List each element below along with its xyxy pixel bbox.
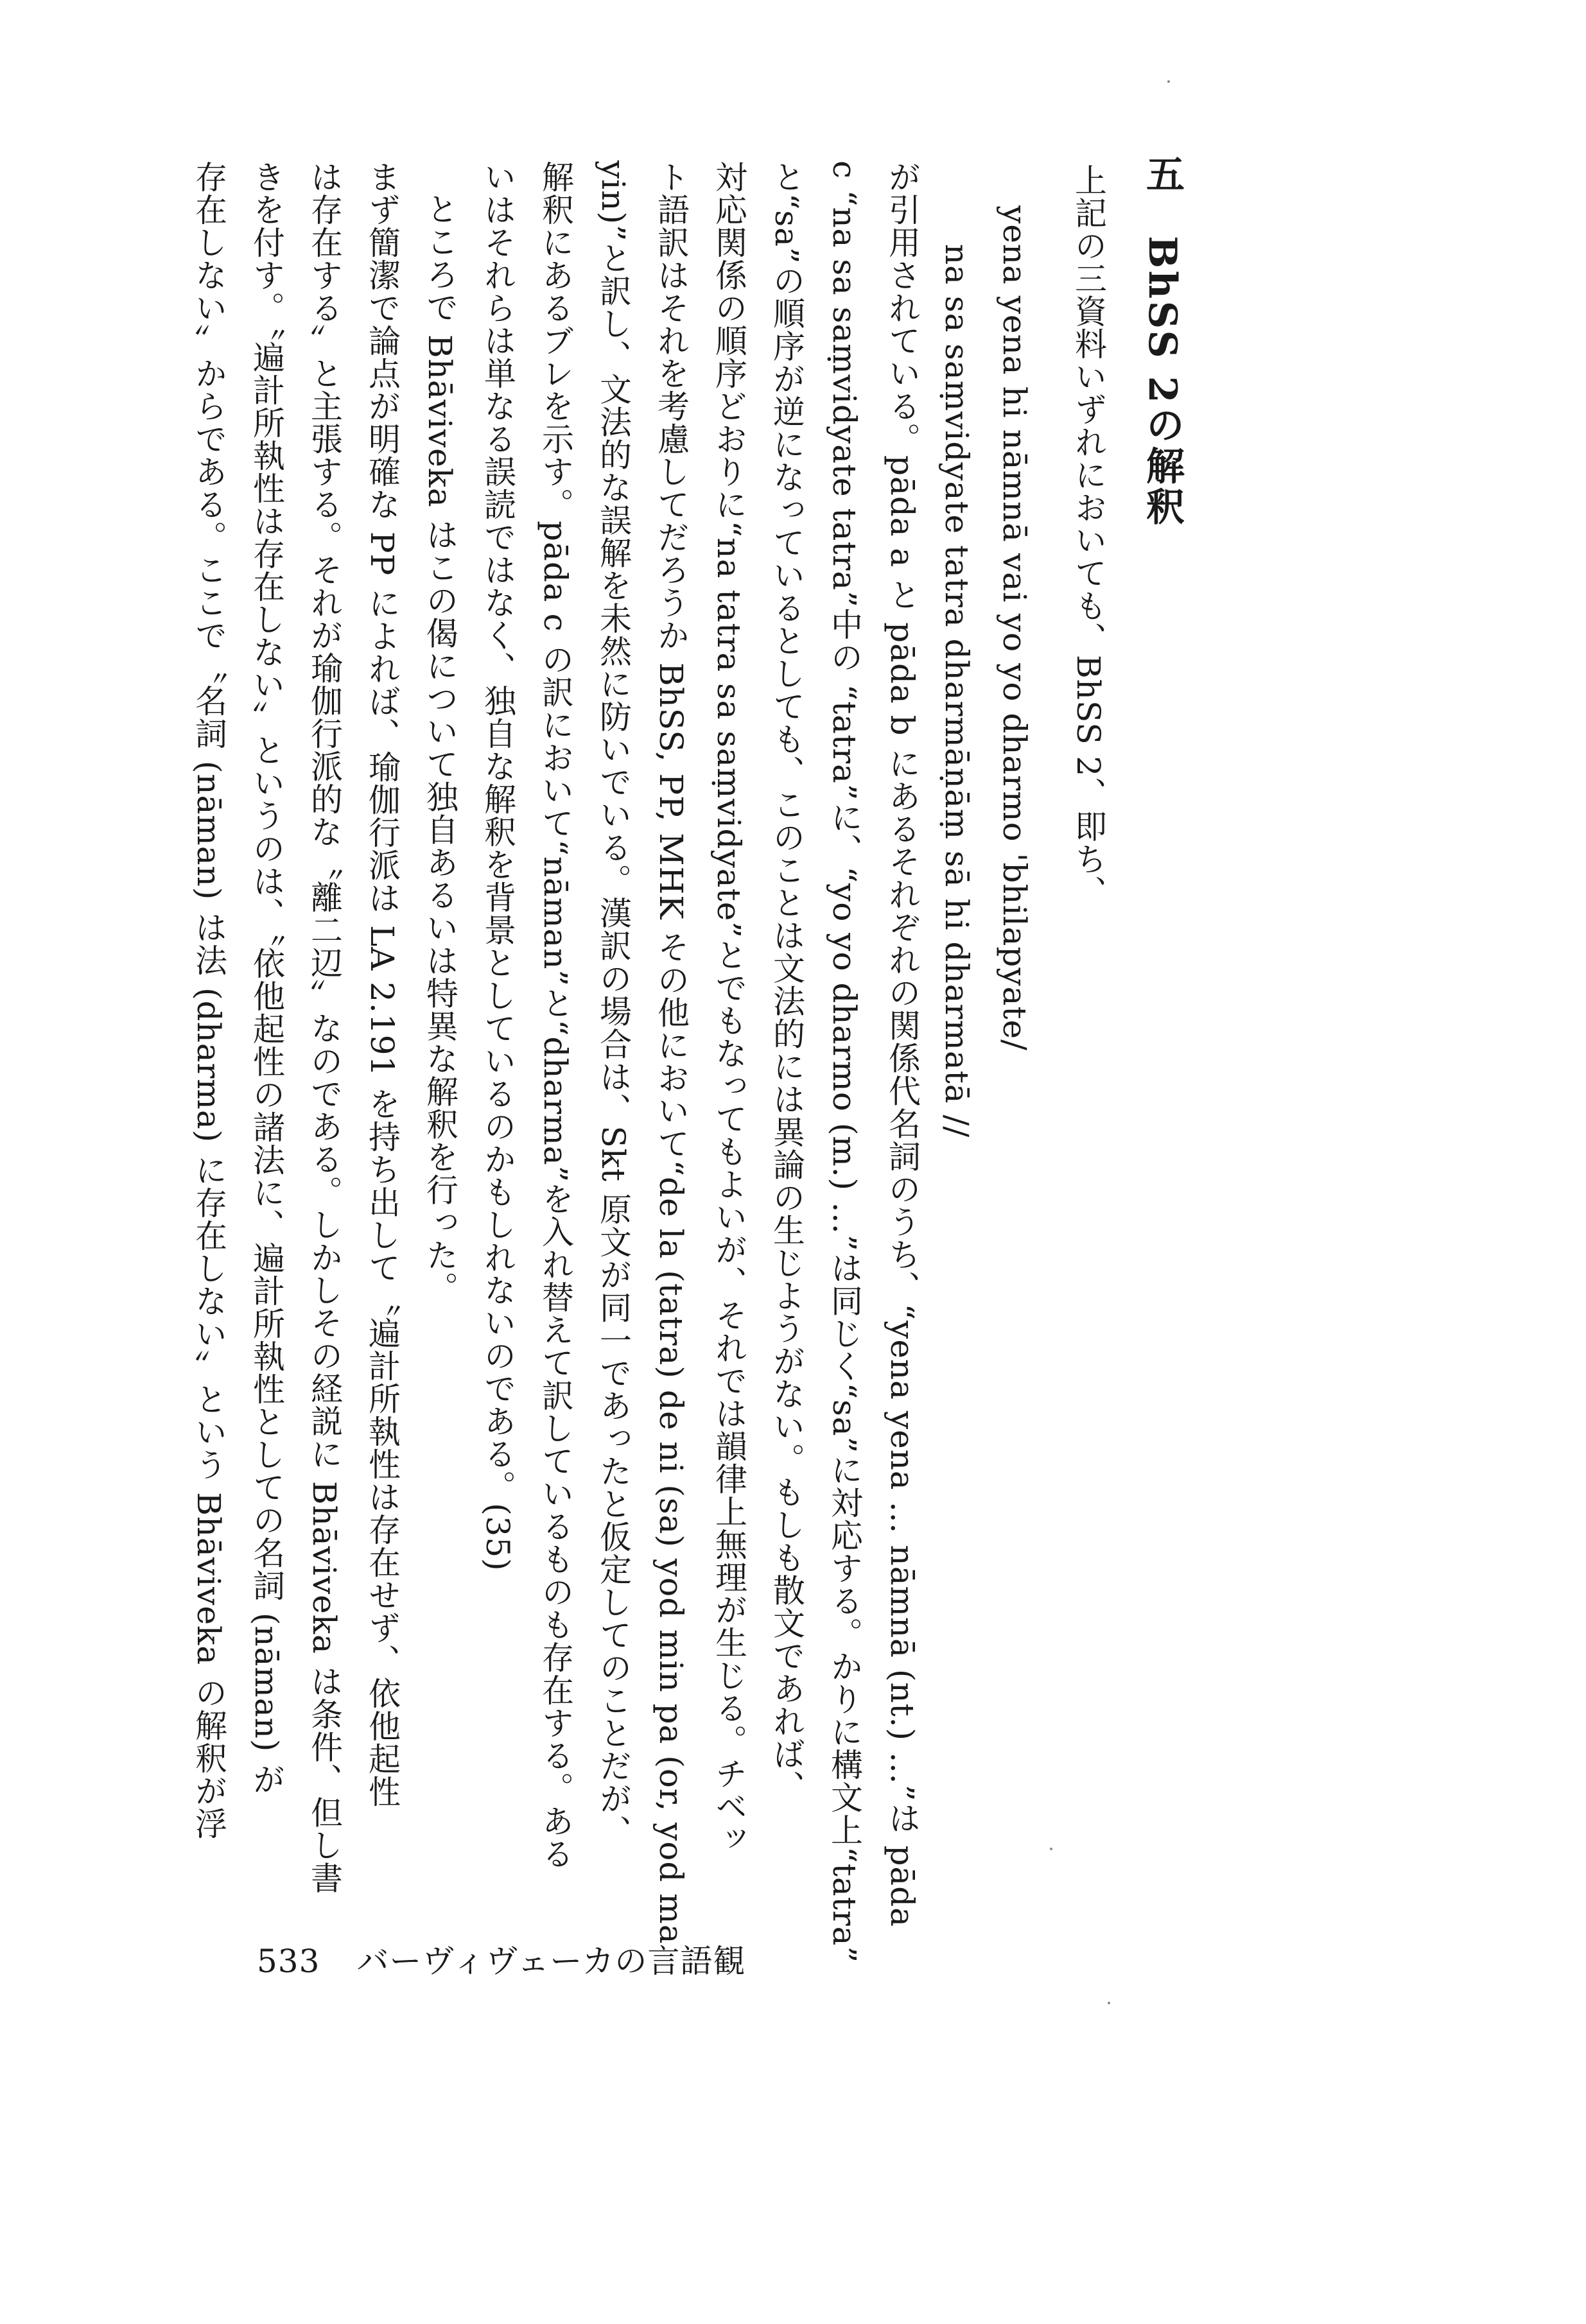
text-line: 解釈にあるブレを示す。pāda c の訳において“nāman”と“dharma”を入れ替えて訳しているものも存在する。ある <box>537 160 574 1871</box>
text-line: が引用されている。pāda a と pāda b にあるそれぞれの関係代名詞のうち、“yena yena … nāmnā (nt.) …”は pāda <box>884 160 921 1928</box>
speck-mark <box>1167 80 1170 83</box>
text-line: c “na sa saṃvidyate tatra”中の “tatra”に、“yo yo dharmo (m.) …”は同じく“sa”に対応する。かりに構文上“tatra” <box>826 160 863 1964</box>
page-number: 533 <box>257 1943 320 1980</box>
text-line: いはそれらは単なる誤読ではなく、独自な解釈を背景としているのかもしれないのである。(35) <box>479 160 516 1572</box>
speck-mark <box>1108 2002 1110 2004</box>
verse-line-1: yena yena hi nāmnā vai yo yo dharmo 'bhilapyate/ <box>996 205 1033 1051</box>
page-footer <box>257 1936 745 1982</box>
text-line: は存在する〟と主張する。それが瑜伽行派的な〝離二辺〟なのである。しかしその経説に Bhāviveka は条件、但し書 <box>306 160 343 1895</box>
text-line: と“sa”の順序が逆になっているとしても、このことは文法的には異論の生じようがない。もしも散文であれば、 <box>768 160 805 1803</box>
speck-mark <box>1050 1848 1052 1850</box>
text-line: 存在しない〟からである。ここで〝名詞 (nāman) は法 (dharma) に存在しない〟という Bhāviveka の解釈が浮 <box>190 160 227 1840</box>
text-line: きを付す。〝遍計所執性は存在しない〟というのは、〝依他起性の諸法に、遍計所執性としての名詞 (nāman) が <box>248 160 285 1796</box>
text-line: ところで Bhāviveka はこの偈について独自あるいは特異な解釈を行った。 <box>421 193 458 1305</box>
verse-line-2: na sa saṃvidyate tatra dharmāṇāṃ sā hi dharmatā // <box>938 244 975 1138</box>
text-line: ト語訳はそれを考慮してだろうか BhSS, PP, MHK その他において“de la (tatra) de ni (sa) yod min pa (or, yod ma <box>652 160 690 1945</box>
section-heading: 五 BhSS 2の解釈 <box>1140 154 1185 528</box>
text-line: まず簡潔で論点が明確な PP によれば、瑜伽行派は LA 2.191 を持ち出して〝遍計所執性は存在せず、依他起性 <box>363 160 401 1808</box>
running-title: バーヴィヴェーカの言語観 <box>356 1943 746 1980</box>
text-line: 対応関係の順序どおりに“na tatra sa saṃvidyate”とでもなってもよいが、それでは韻律上無理が生じる。チベッ <box>710 160 747 1855</box>
text-line: 上記の三資料いずれにおいても、BhSS 2、即ち、 <box>1070 164 1107 908</box>
text-line: yin)”と訳し、文法的な誤解を未然に防いでいる。漢訳の場合は、Skt 原文が同一であったと仮定してのことだが、 <box>595 160 632 1848</box>
